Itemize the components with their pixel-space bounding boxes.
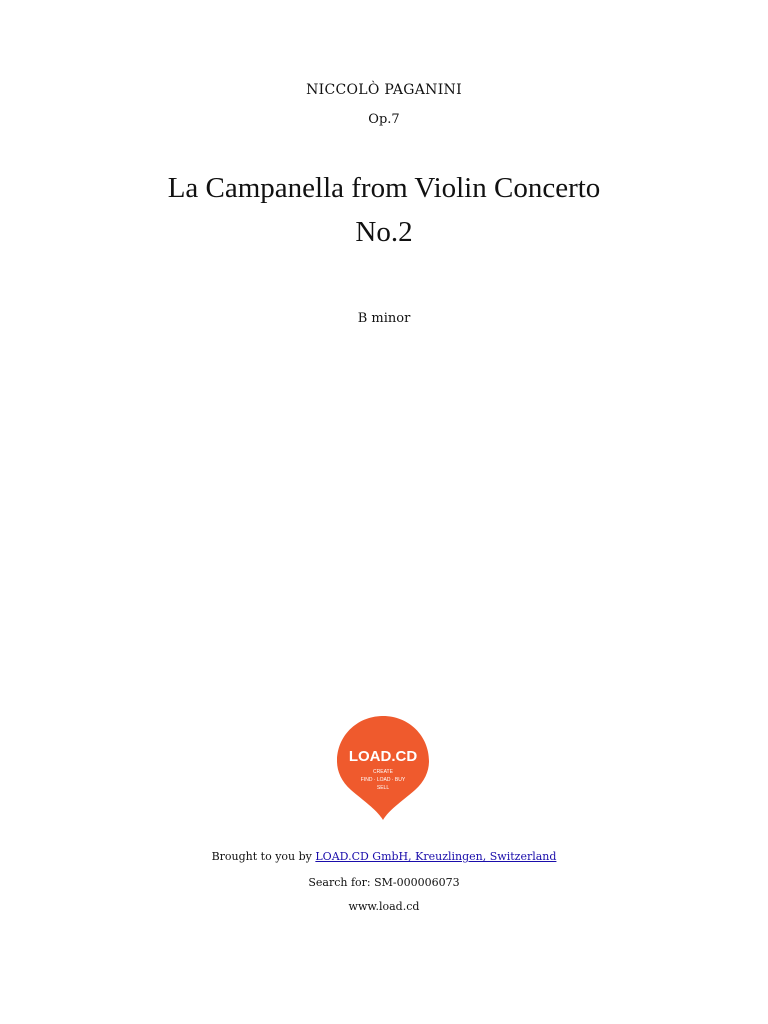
website-text: www.load.cd (348, 900, 420, 913)
brought-to-you-line (0, 850, 768, 863)
work-title-line-2: No.2 (355, 216, 413, 248)
search-id-text: Search for: SM-000006073 (308, 876, 460, 889)
composer-name: NICCOLÒ PAGANINI (306, 82, 462, 98)
logo-tagline-3: SELL (376, 785, 390, 791)
opus-number: Op.7 (368, 112, 400, 127)
brought-prefix: Brought to you by (211, 850, 316, 863)
work-title-line-1: La Campanella from Violin Concerto (167, 172, 601, 204)
logo-pin-shape (337, 716, 429, 820)
work-title (0, 166, 768, 254)
key-signature: B minor (357, 311, 411, 326)
logo-tagline-2: FIND · LOAD · BUY (360, 777, 406, 783)
logo-tagline-1: CREATE (373, 769, 393, 775)
logo-brand-text: LOAD.CD (348, 748, 418, 765)
load-cd-logo (337, 716, 429, 820)
publisher-link[interactable]: LOAD.CD GmbH, Kreuzlingen, Switzerland (315, 850, 557, 863)
